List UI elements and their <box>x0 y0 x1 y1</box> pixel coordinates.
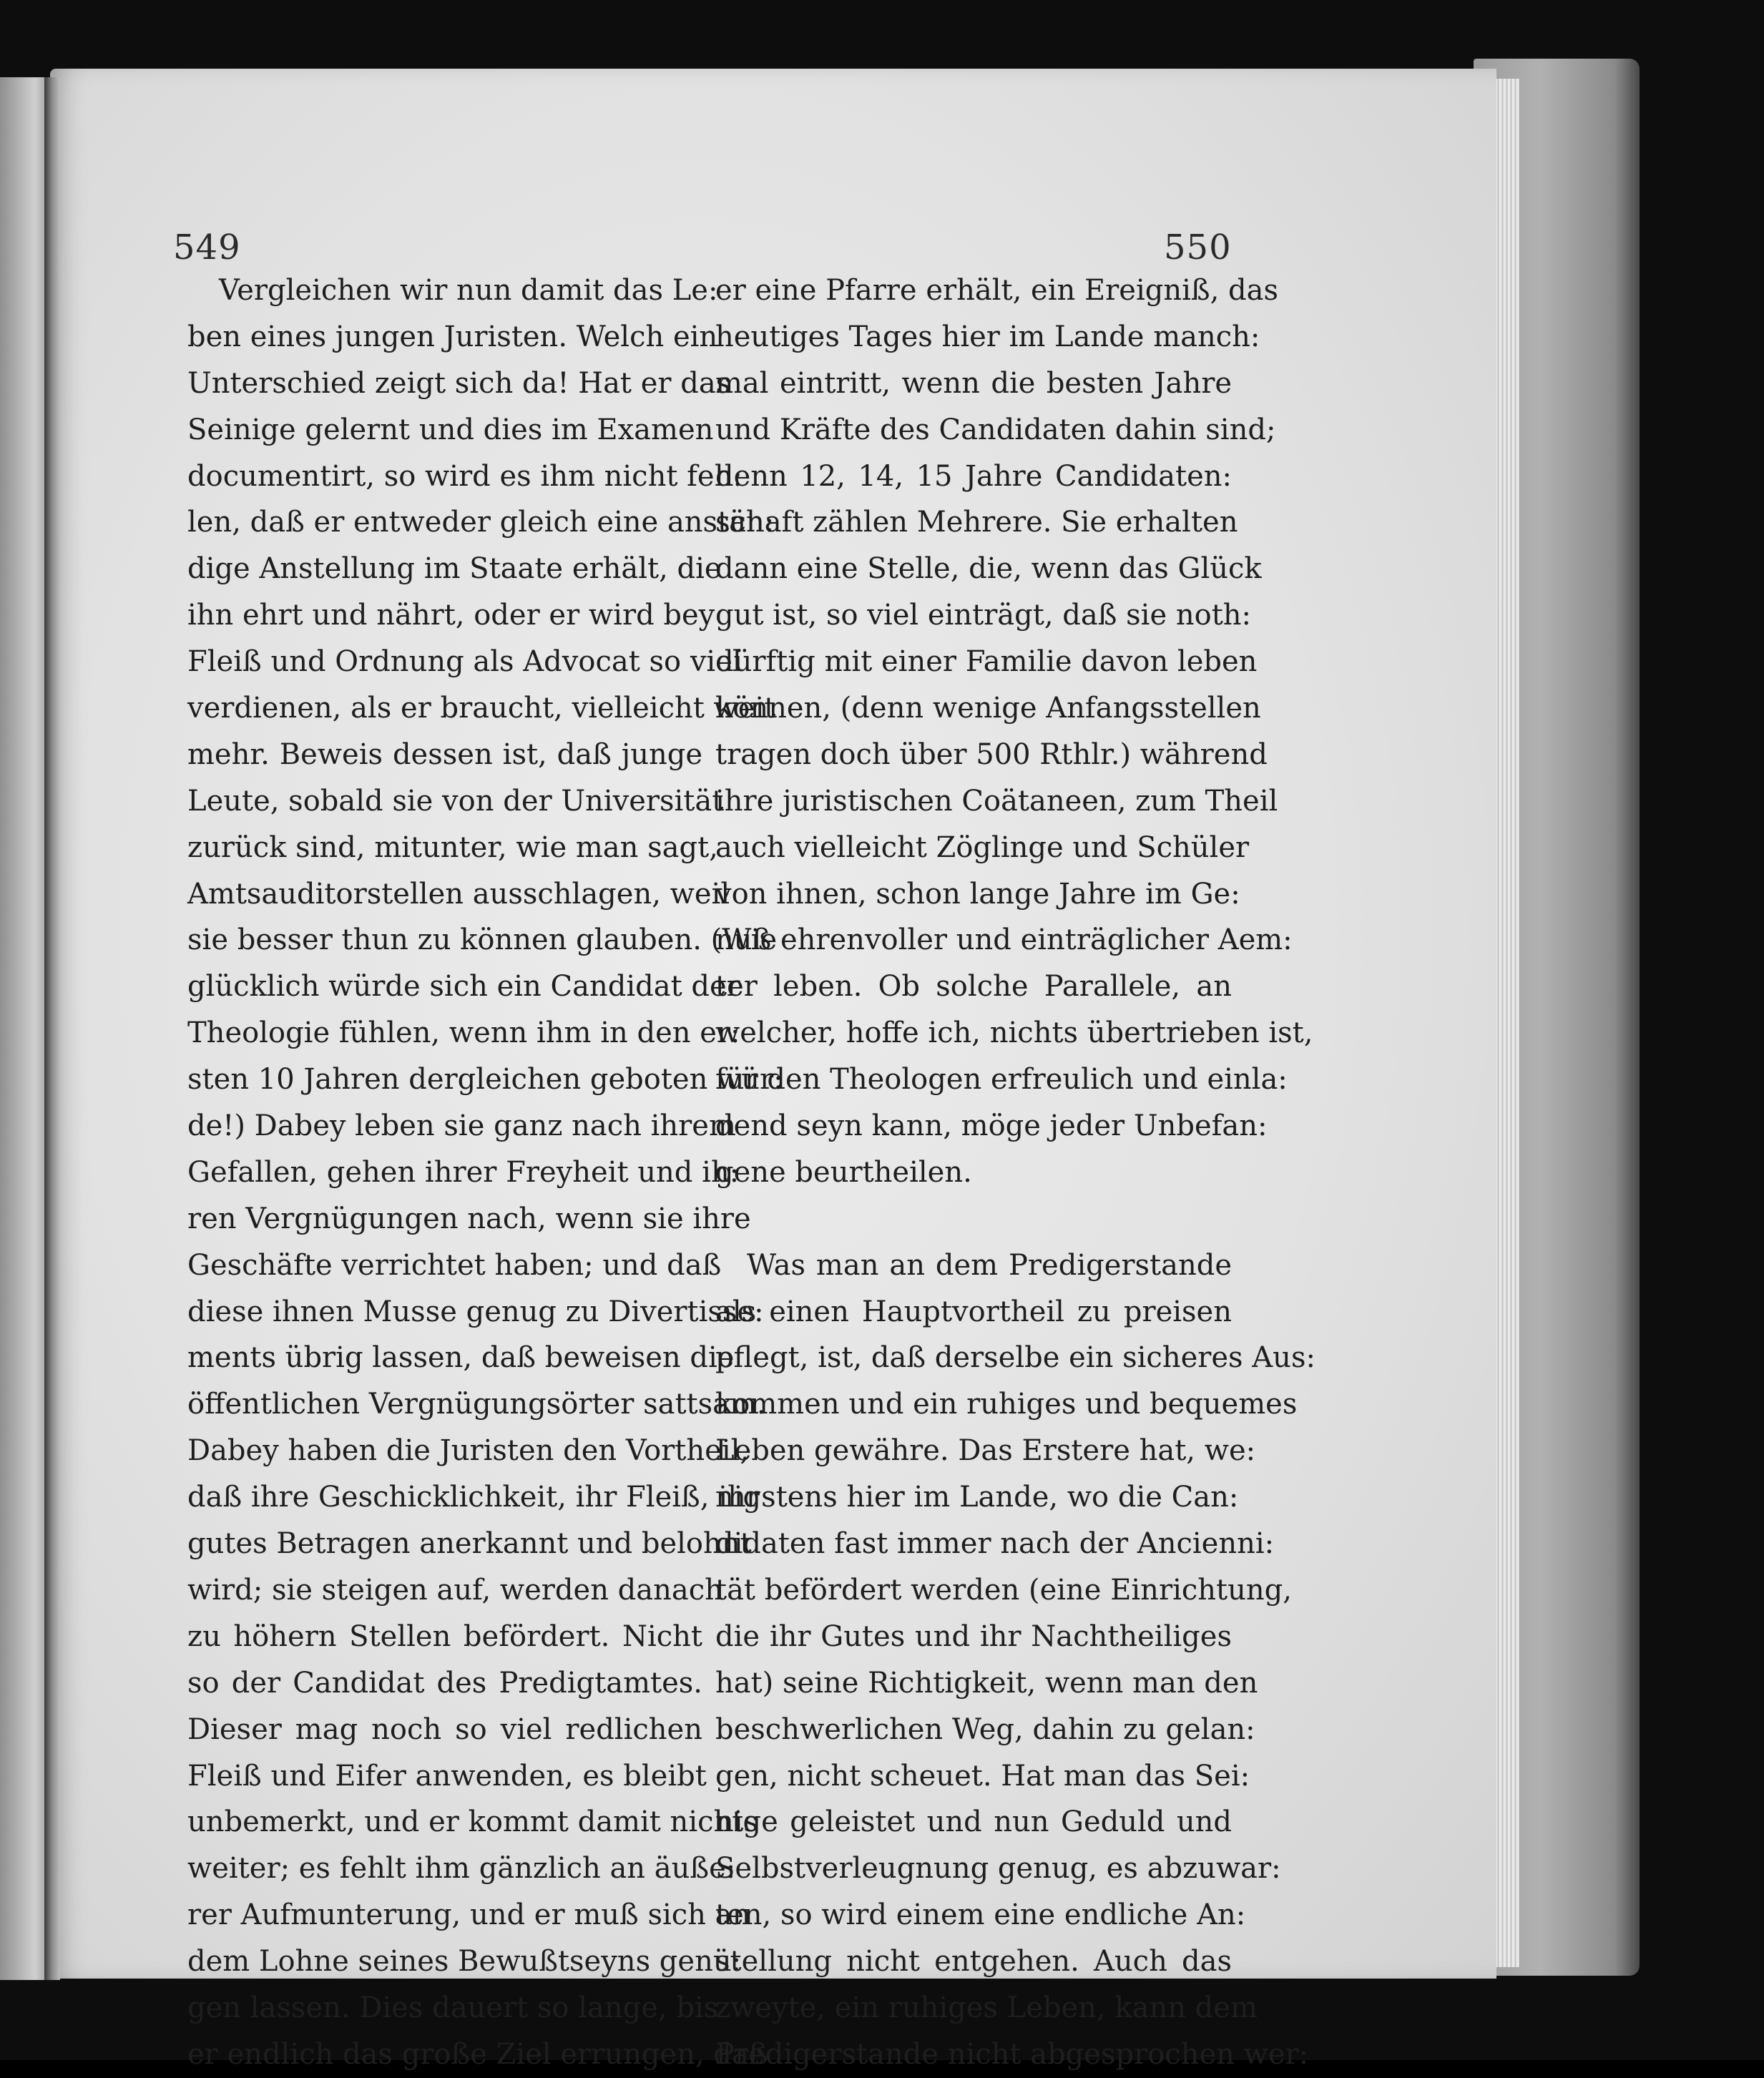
text-line: die ihr Gutes und ihr Nachtheiliges <box>715 1619 1232 1653</box>
text-line: pflegt, ist, daß derselbe ein sicheres Aus: <box>715 1341 1315 1375</box>
text-line: tät befördert werden (eine Einrichtung, <box>715 1573 1292 1607</box>
text-line: Dieser mag noch so viel redlichen <box>187 1712 702 1746</box>
text-line: zurück sind, mitunter, wie man sagt, <box>187 830 718 864</box>
text-line: weiter; es fehlt ihm gänzlich an äuße: <box>187 1852 736 1886</box>
text-line: er endlich das große Ziel errungen, daß <box>187 2037 768 2071</box>
text-line: schaft zählen Mehrere. Sie erhalten <box>715 506 1238 539</box>
text-line: Leben gewähre. Das Erstere hat, we: <box>715 1434 1256 1468</box>
text-line: unbemerkt, und er kommt damit nichts <box>187 1805 758 1839</box>
text-line: heutiges Tages hier im Lande manch: <box>715 320 1260 353</box>
text-line: nige geleistet und nun Geduld und <box>715 1805 1232 1839</box>
text-line: für den Theologen erfreulich und einla: <box>715 1063 1288 1097</box>
text-line: dürftig mit einer Familie davon leben <box>715 645 1258 679</box>
text-line: documentirt, so wird es ihm nicht feh: <box>187 459 743 493</box>
text-column-right <box>715 268 1315 2078</box>
text-line: len, daß er entweder gleich eine anstän: <box>187 506 775 539</box>
text-line: didaten fast immer nach der Ancienni: <box>715 1527 1275 1561</box>
text-line: gen, nicht scheuet. Hat man das Sei: <box>715 1759 1250 1793</box>
text-line: sten 10 Jahren dergleichen geboten wür: <box>187 1063 783 1097</box>
text-line: kommen und ein ruhiges und bequemes <box>715 1388 1298 1421</box>
text-line: ter leben. Ob solche Parallele, an <box>715 970 1232 1004</box>
text-line: diese ihnen Musse genug zu Divertisse: <box>187 1295 764 1328</box>
text-line: gene beurtheilen. <box>715 1155 972 1189</box>
text-line: ben eines jungen Juristen. Welch ein <box>187 320 718 353</box>
text-line: sie besser thun zu können glauben. (Wie <box>187 923 778 957</box>
text-line: dann eine Stelle, die, wenn das Glück <box>715 552 1262 586</box>
text-line: zu höhern Stellen befördert. Nicht <box>187 1619 702 1653</box>
text-line: nigstens hier im Lande, wo die Can: <box>715 1481 1239 1514</box>
text-line: ren Vergnügungen nach, wenn sie ihre <box>187 1202 751 1235</box>
text-line: können, (denn wenige Anfangsstellen <box>715 692 1261 725</box>
text-line: Theologie fühlen, wenn ihm in den er: <box>187 1016 740 1050</box>
text-line: auch vielleicht Zöglinge und Schüler <box>715 830 1250 864</box>
text-line: daß ihre Geschicklichkeit, ihr Fleiß, ihr <box>187 1481 760 1514</box>
text-line: dend seyn kann, möge jeder Unbefan: <box>715 1109 1268 1143</box>
text-line: Was man an dem Predigerstande <box>747 1248 1232 1282</box>
text-line: gen lassen. Dies dauert so lange, bis <box>187 1991 719 2024</box>
text-line: tragen doch über 500 Rthlr.) während <box>715 737 1268 771</box>
paragraph-gap <box>715 1196 1232 1243</box>
text-line: mehr. Beweis dessen ist, daß junge <box>187 737 702 771</box>
text-line: wird; sie steigen auf, werden danach <box>187 1573 723 1607</box>
text-line: gutes Betragen anerkannt und belohnt <box>187 1527 752 1561</box>
text-line: Predigerstande nicht abgesprochen wer: <box>715 2037 1309 2071</box>
text-line: ten, so wird einem eine endliche An: <box>715 1898 1246 1932</box>
text-column-left <box>187 268 783 2078</box>
text-line: Unterschied zeigt sich da! Hat er das <box>187 366 731 400</box>
text-line: so der Candidat des Predigtamtes. <box>187 1666 702 1700</box>
text-line: Gefallen, gehen ihrer Freyheit und ih: <box>187 1155 740 1189</box>
text-line: Leute, sobald sie von der Universität <box>187 784 724 818</box>
text-line: und Kräfte des Candidaten dahin sind; <box>715 413 1276 446</box>
text-line: von ihnen, schon lange Jahre im Ge: <box>715 877 1240 911</box>
text-line: rer Aufmunterung, und er muß sich an <box>187 1898 751 1932</box>
text-line: er eine Pfarre erhält, ein Ereigniß, das <box>715 274 1279 307</box>
text-line: Seinige gelernt und dies im Examen <box>187 413 714 446</box>
text-line: Geschäfte verrichtet haben; und daß <box>187 1248 722 1282</box>
text-line: Fleiß und Eifer anwenden, es bleibt <box>187 1759 707 1793</box>
text-line: ihn ehrt und nährt, oder er wird bey <box>187 599 715 632</box>
text-line: glücklich würde sich ein Candidat der <box>187 970 740 1004</box>
text-line: verdienen, als er braucht, vielleicht weit <box>187 692 776 725</box>
text-line: Dabey haben die Juristen den Vortheil, <box>187 1434 750 1468</box>
text-line: Amtsauditorstellen ausschlagen, weil <box>187 877 730 911</box>
text-line: hat) seine Richtigkeit, wenn man den <box>715 1666 1258 1700</box>
book-gutter <box>44 77 60 1980</box>
text-line: dige Anstellung im Staate erhält, die <box>187 552 722 586</box>
text-line: öffentlichen Vergnügungsörter sattsam. <box>187 1388 766 1421</box>
text-line: beschwerlichen Weg, dahin zu gelan: <box>715 1712 1255 1746</box>
text-line: Fleiß und Ordnung als Advocat so viel <box>187 645 742 679</box>
text-line: ihre juristischen Coätaneen, zum Theil <box>715 784 1278 818</box>
page-number-right: 550 <box>1164 227 1232 268</box>
text-line: gut ist, so viel einträgt, daß sie noth: <box>715 599 1252 632</box>
page-number-left: 549 <box>173 227 241 268</box>
left-page-edge <box>0 77 50 1980</box>
text-line: dem Lohne seines Bewußtseyns genü: <box>187 1945 742 1979</box>
text-line: de!) Dabey leben sie ganz nach ihrem <box>187 1109 736 1143</box>
text-line: mal eintritt, wenn die besten Jahre <box>715 366 1232 400</box>
text-line: denn 12, 14, 15 Jahre Candidaten: <box>715 459 1232 493</box>
text-line: stellung nicht entgehen. Auch das <box>715 1945 1232 1979</box>
text-line: zweyte, ein ruhiges Leben, kann dem <box>715 1991 1258 2024</box>
text-line: Vergleichen wir nun damit das Le: <box>219 274 718 307</box>
text-line: als einen Hauptvortheil zu preisen <box>715 1295 1232 1328</box>
text-line: welcher, hoffe ich, nichts übertrieben ist, <box>715 1016 1313 1050</box>
text-line: Selbstverleugnung genug, es abzuwar: <box>715 1852 1281 1886</box>
text-line: ments übrig lassen, daß beweisen die <box>187 1341 735 1375</box>
text-line: nuß ehrenvoller und einträglicher Aem: <box>715 923 1293 957</box>
